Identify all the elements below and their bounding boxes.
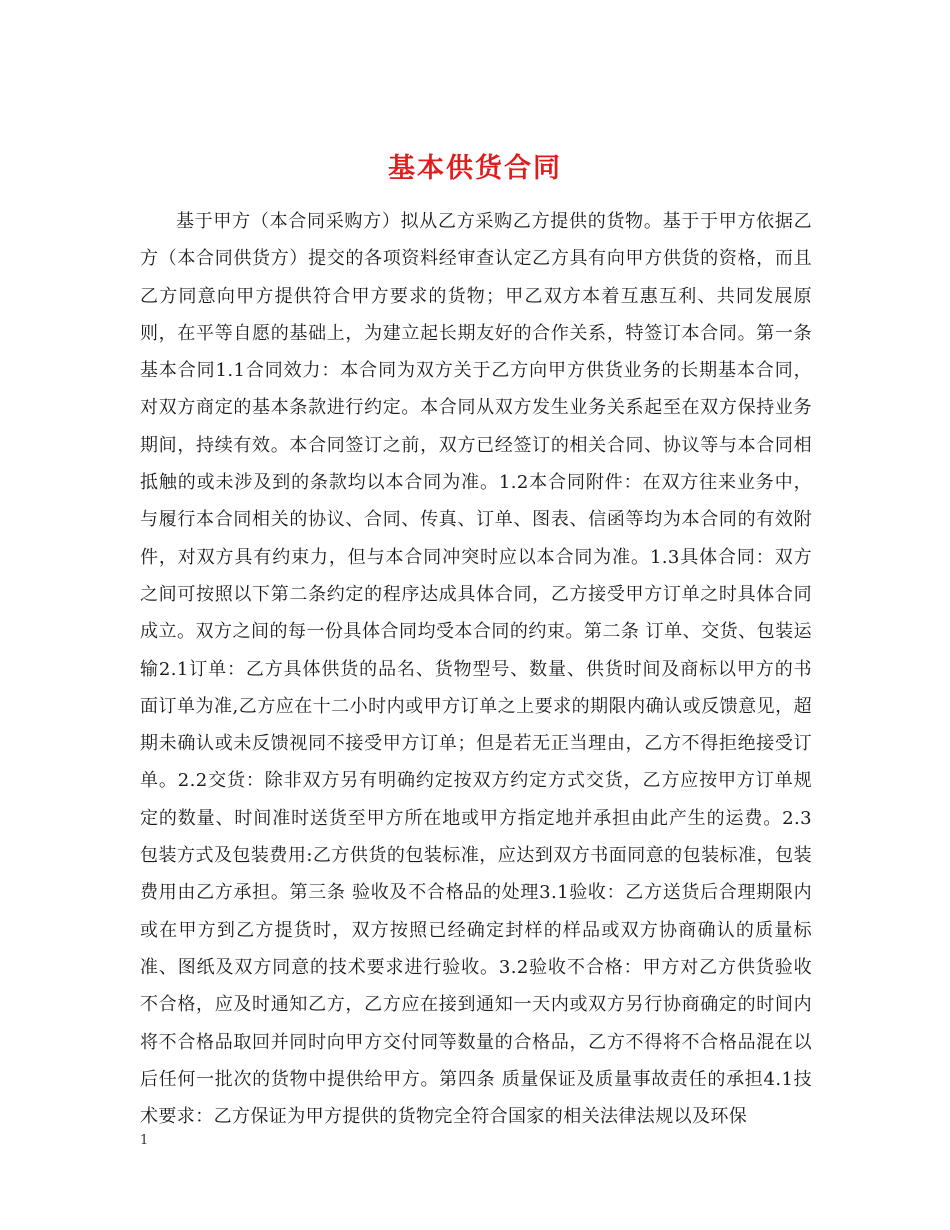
- contract-body-paragraph: 基于甲方（本合同采购方）拟从乙方采购乙方提供的货物。基于于甲方依据乙方（本合同供货方）提交的各项资料经审查认定乙方具有向甲方供货的资格，而且乙方同意向甲方提供符合甲方要求的货物；甲乙双方本着互惠互利、共同发展原则，在平等自愿的基础上，为建立起长期友好的合作关系，特签订本合同。第一条 基本合同1.1合同效力：本合同为双方关于乙方向甲方供货业务的长期基本合同，对双方商定的基本条款进行约定。本合同从双方发生业务关系起至在双方保持业务期间，持续有效。本合同签订之前，双方已经签订的相关合同、协议等与本合同相抵触的或未涉及到的条款均以本合同为准。1.2本合同附件：在双方往来业务中，与履行本合同相关的协议、合同、传真、订单、图表、信函等均为本合同的有效附件，对双方具有约束力，但与本合同冲突时应以本合同为准。1.3具体合同：双方之间可按照以下第二条约定的程序达成具体合同，乙方接受甲方订单之时具体合同成立。双方之间的每一份具体合同均受本合同的约束。第二条 订单、交货、包装运输2.1订单：乙方具体供货的品名、货物型号、数量、供货时间及商标以甲方的书面订单为准,乙方应在十二小时内或甲方订单之上要求的期限内确认或反馈意见，超期未确认或未反馈视同不接受甲方订单；但是若无正当理由，乙方不得拒绝接受订单。2.2交货：除非双方另有明确约定按双方约定方式交货，乙方应按甲方订单规定的数量、时间准时送货至甲方所在地或甲方指定地并承担由此产生的运费。2.3包装方式及包装费用:乙方供货的包装标准，应达到双方书面同意的包装标准，包装费用由乙方承担。第三条 验收及不合格品的处理3.1验收：乙方送货后合理期限内或在甲方到乙方提货时，双方按照已经确定封样的样品或双方协商确认的质量标准、图纸及双方同意的技术要求进行验收。3.2验收不合格：甲方对乙方供货验收不合格，应及时通知乙方，乙方应在接到通知一天内或双方另行协商确定的时间内将不合格品取回并同时向甲方交付同等数量的合格品，乙方不得将不合格品混在以后任何一批次的货物中提供给甲方。第四条 质量保证及质量事故责任的承担4.1技术要求：乙方保证为甲方提供的货物完全符合国家的相关法律法规以及环保: [140, 211, 812, 1128]
- page-number: 1: [140, 1133, 149, 1148]
- document-title: 基本供货合同: [388, 153, 562, 185]
